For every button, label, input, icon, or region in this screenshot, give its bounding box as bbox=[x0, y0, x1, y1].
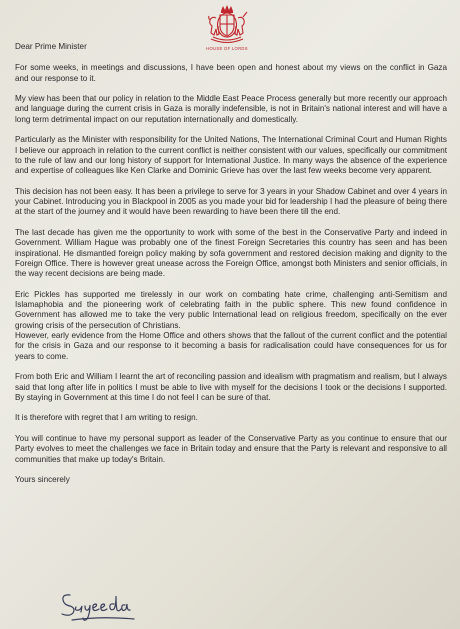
paragraph-un-responsibility: Particularly as the Minister with responsibility for the United Nations, The International Criminal Court and Human Rights I believe our approach in relation to the current conflict is neither consistent with our values, specifically our commitment to the rule of law and our long history of support for International Justice. In many ways the absence of the experience and expertise of colleagues like Ken Clarke and Dominic Grieve has over the last few weeks become very apparent. bbox=[15, 135, 447, 176]
letter-body bbox=[15, 42, 447, 485]
paragraph-decision: This decision has not been easy. It has been a privilege to serve for 3 years in your Shadow Cabinet and over 4 years in your Cabinet. Introducing you in Blackpool in 2005 as you made your bid for leadership I had the pleasure of being there at the start of the journey and it would have been rewarding to have been there till the end. bbox=[15, 186, 447, 217]
paragraph-policy-view: My view has been that our policy in relation to the Middle East Peace Process generally but more recently our approach and language during the current crisis in Gaza is morally indefensible, is not in Britain's national interest and will have a long term detrimental impact on our reputation internationally and domestically. bbox=[15, 94, 447, 124]
closing: Yours sincerely bbox=[15, 475, 70, 485]
paragraph-eric-and-william: From both Eric and William I learnt the art of reconciling passion and idealism with pragmatism and realism, but I always said that long after life in politics I must be able to live with myself for the decisions I took or the decisions I supported. By staying in Government at this time I do not feel I can be sure of that. bbox=[15, 372, 447, 402]
paragraph-home-office-evidence: However, early evidence from the Home Office and others shows that the fallout of the current conflict and the potential for the crisis in Gaza and our response to it becoming a basis for radicalisation could have consequences for us for years to come. bbox=[15, 331, 447, 361]
paragraph-resignation: It is therefore with regret that I am writing to resign. bbox=[15, 413, 198, 423]
salutation: Dear Prime Minister bbox=[15, 42, 87, 51]
paragraph-last-decade: The last decade has given me the opportunity to work with some of the best in the Conservative Party and indeed in Government. William Hague was probably one of the finest Foreign Secretaries this country has seen and has been inspirational. He dismantled foreign policy making by sofa government and restored decision making and dignity to the Foreign Office. There is however great unease across the Foreign Office, amongst both Ministers and senior officials, in the way recent decisions are being made. bbox=[15, 228, 447, 279]
crest-caption: HOUSE OF LORDS bbox=[206, 46, 248, 51]
paragraph-gaza-views: For some weeks, in meetings and discussions, I have been open and honest about my views on the conflict in Gaza and our response to it. bbox=[15, 63, 447, 83]
paragraph-continued-support: You will continue to have my personal support as leader of the Conservative Party as you continue to ensure that our Party evolves to meet the challenges we face in Britain today and ensure that the Party is relevant and responsive to all communities that make up today's Britain. bbox=[15, 433, 447, 464]
paragraph-eric-pickles: Eric Pickles has supported me tirelessly in our work on combating hate crime, challenging anti-Semitism and Islamaphobia and the pioneering work of celebrating faith in the public sphere. This new found confidence in Government has allowed me to take the very public International lead on religious freedom, specifically on the ever growing crisis of the persecution of Christians. bbox=[15, 289, 447, 330]
signature bbox=[52, 586, 152, 624]
